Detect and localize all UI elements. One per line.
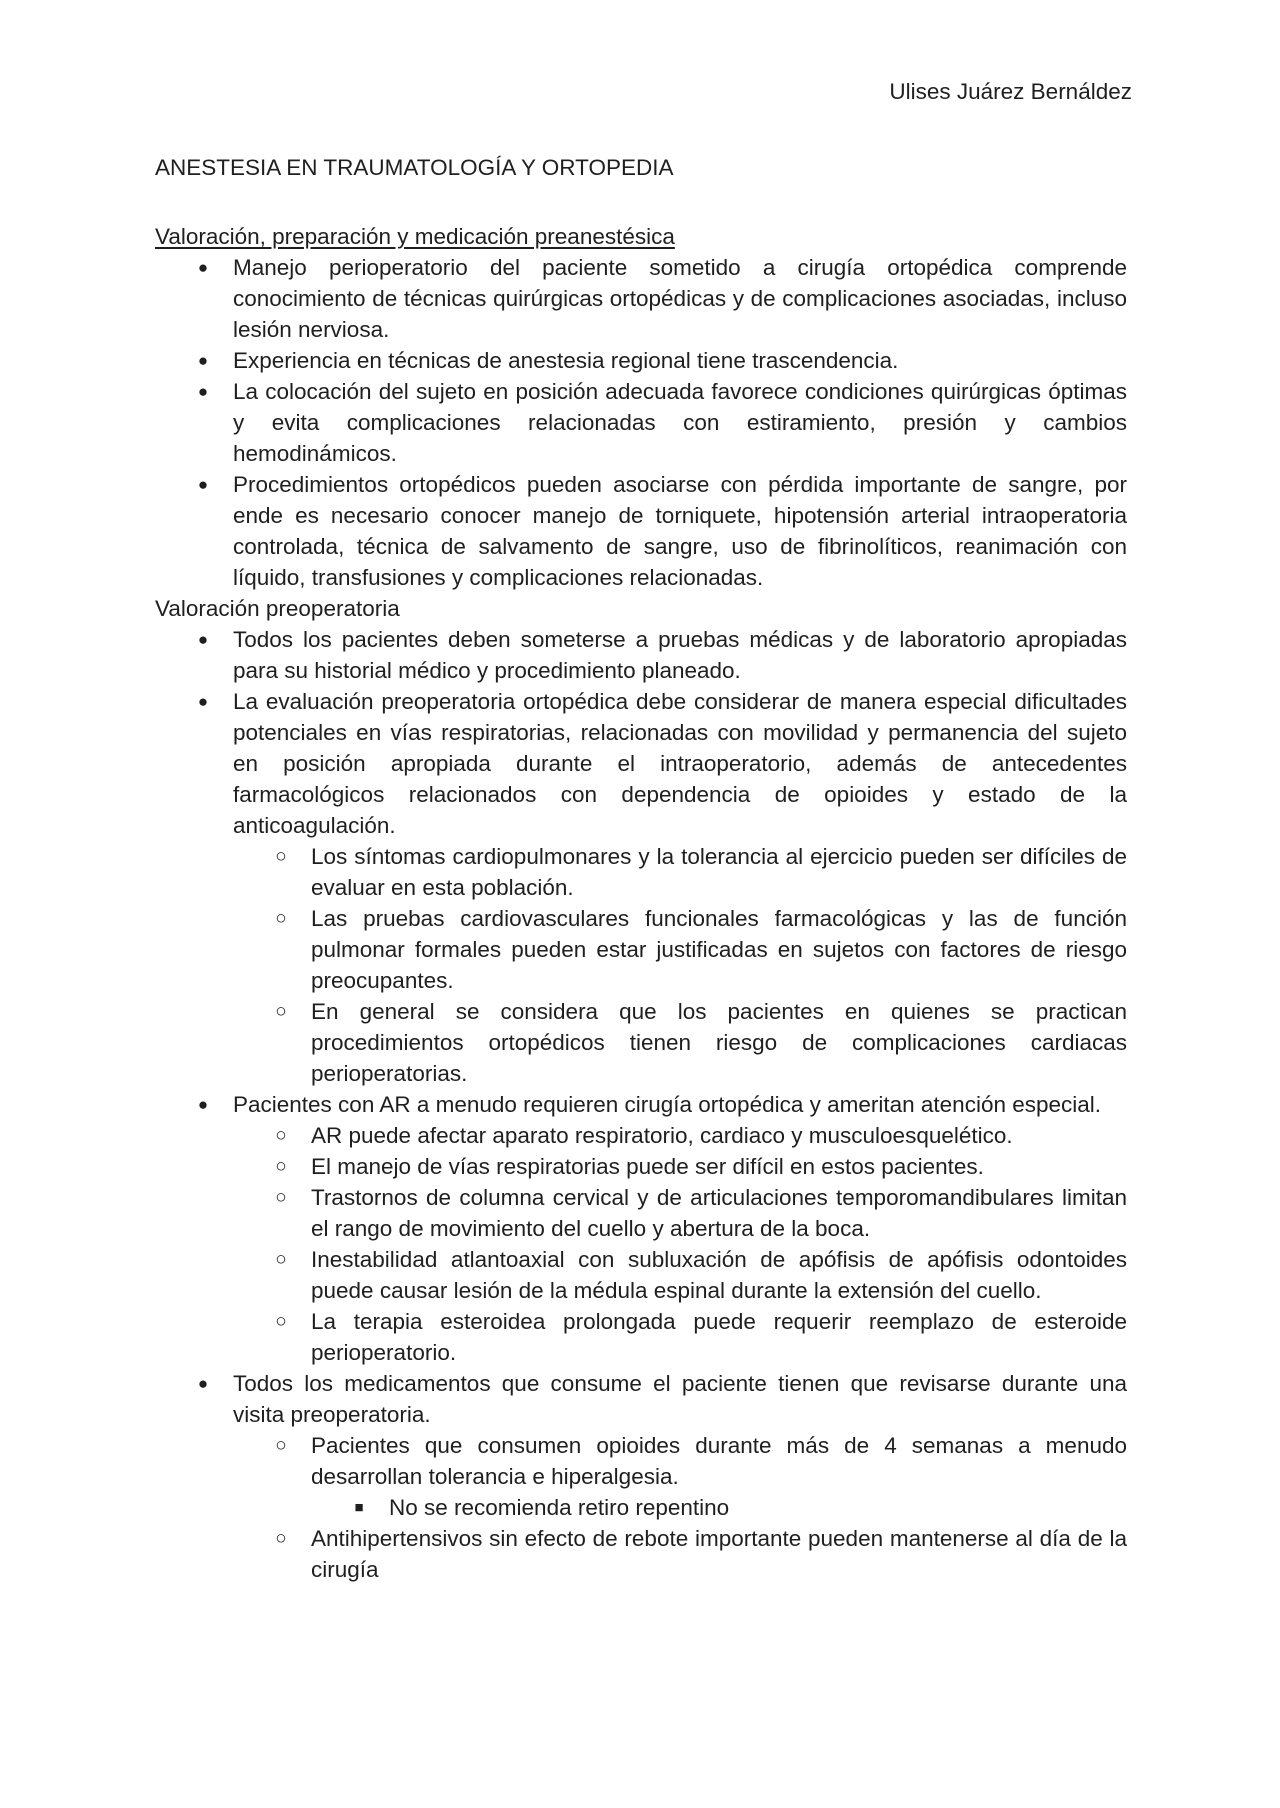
hollow-bullet-icon: ○ xyxy=(275,846,287,867)
hollow-bullet-icon: ○ xyxy=(275,1249,287,1270)
list-item-text: Todos los pacientes deben someterse a pruebas médicas y de laboratorio apropiadas para su historial médico y procedimiento planeado. xyxy=(233,627,1127,683)
sub-list-item-text: AR puede afectar aparato respiratorio, cardiaco y musculoesquelético. xyxy=(311,1123,1013,1148)
bullet-icon: ● xyxy=(197,1374,209,1393)
section-heading-preoperative: Valoración preoperatoria xyxy=(155,596,400,621)
sub-list-item xyxy=(233,996,1127,1089)
list-item-text: La evaluación preoperatoria ortopédica debe considerar de manera especial dificultades potenciales en vías respiratorias, relacionadas con movilidad y permanencia del sujeto en posición apropiada durante el intraoperatorio, además de antecedentes farmacológicos relacionados con dependencia de opioides y estado de la anticoagulación. xyxy=(233,689,1127,838)
hollow-bullet-icon: ○ xyxy=(275,1125,287,1146)
sub-list-item-text: El manejo de vías respiratorias puede ser difícil en estos pacientes. xyxy=(311,1154,984,1179)
sub-list-item xyxy=(233,903,1127,996)
sub-bullet-list xyxy=(233,1120,1127,1368)
list-item xyxy=(155,1368,1127,1585)
sub-sub-list-item xyxy=(311,1492,1127,1523)
sub-list-item xyxy=(233,1182,1127,1244)
section-heading-preanesthetic: Valoración, preparación y medicación preanestésica xyxy=(155,224,675,249)
sub-list-item xyxy=(233,1151,1127,1182)
sub-list-item xyxy=(233,1120,1127,1151)
list-item xyxy=(155,624,1127,686)
hollow-bullet-icon: ○ xyxy=(275,1311,287,1332)
sub-list-item-text: Inestabilidad atlantoaxial con subluxación de apófisis de apófisis odontoides puede causar lesión de la médula espinal durante la extensión del cuello. xyxy=(311,1247,1127,1303)
bullet-icon: ● xyxy=(197,692,209,711)
list-item xyxy=(155,469,1127,593)
author-name: Ulises Juárez Bernáldez xyxy=(889,79,1132,104)
sub-list-item-text: En general se considera que los pacientes en quienes se practican procedimientos ortopédicos tienen riesgo de complicaciones cardiacas perioperatorias. xyxy=(311,999,1127,1086)
bullet-icon: ● xyxy=(197,258,209,277)
list-item-text: Manejo perioperatorio del paciente sometido a cirugía ortopédica comprende conocimiento de técnicas quirúrgicas ortopédicas y de complicaciones asociadas, incluso lesión nerviosa. xyxy=(233,255,1127,342)
bullet-icon: ● xyxy=(197,382,209,401)
sub-list-item-text: Los síntomas cardiopulmonares y la tolerancia al ejercicio pueden ser difíciles de evaluar en esta población. xyxy=(311,844,1127,900)
document-body xyxy=(155,152,1127,1585)
sub-sub-bullet-list xyxy=(311,1492,1127,1523)
bullet-icon: ● xyxy=(197,351,209,370)
hollow-bullet-icon: ○ xyxy=(275,1187,287,1208)
list-item-text: Procedimientos ortopédicos pueden asociarse con pérdida importante de sangre, por ende es necesario conocer manejo de torniquete, hipotensión arterial intraoperatoria controlada, técnica de salvamento de sangre, uso de fibrinolíticos, reanimación con líquido, transfusiones y complicaciones relacionadas. xyxy=(233,472,1127,590)
sub-list-item xyxy=(233,1244,1127,1306)
list-item xyxy=(155,345,1127,376)
sub-list-item xyxy=(233,1523,1127,1585)
bullet-list xyxy=(155,624,1127,1585)
sub-bullet-list xyxy=(233,1430,1127,1585)
list-item xyxy=(155,686,1127,1089)
sub-list-item-text: La terapia esteroidea prolongada puede requerir reemplazo de esteroide perioperatorio. xyxy=(311,1309,1127,1365)
hollow-bullet-icon: ○ xyxy=(275,1528,287,1549)
square-bullet-icon: ■ xyxy=(354,1499,364,1516)
bullet-list xyxy=(155,252,1127,593)
sub-list-item-text: Trastornos de columna cervical y de articulaciones temporomandibulares limitan el rango de movimiento del cuello y abertura de la boca. xyxy=(311,1185,1127,1241)
hollow-bullet-icon: ○ xyxy=(275,908,287,929)
hollow-bullet-icon: ○ xyxy=(275,1435,287,1456)
list-item xyxy=(155,1089,1127,1368)
list-item-text: Experiencia en técnicas de anestesia regional tiene trascendencia. xyxy=(233,348,899,373)
hollow-bullet-icon: ○ xyxy=(275,1156,287,1177)
sub-list-item xyxy=(233,841,1127,903)
list-item-text: Todos los medicamentos que consume el paciente tienen que revisarse durante una visita preoperatoria. xyxy=(233,1371,1127,1427)
sub-list-item xyxy=(233,1306,1127,1368)
bullet-icon: ● xyxy=(197,475,209,494)
list-item-text: Pacientes con AR a menudo requieren cirugía ortopédica y ameritan atención especial. xyxy=(233,1092,1102,1117)
list-item xyxy=(155,252,1127,345)
sub-list-item-text: Las pruebas cardiovasculares funcionales farmacológicas y las de función pulmonar formales pueden estar justificadas en sujetos con factores de riesgo preocupantes. xyxy=(311,906,1127,993)
sub-sub-list-item-text: No se recomienda retiro repentino xyxy=(389,1495,730,1520)
sub-list-item xyxy=(233,1430,1127,1523)
bullet-icon: ● xyxy=(197,1095,209,1114)
hollow-bullet-icon: ○ xyxy=(275,1001,287,1022)
sub-list-item-text: Pacientes que consumen opioides durante más de 4 semanas a menudo desarrollan tolerancia e hiperalgesia. xyxy=(311,1433,1127,1489)
sub-list-item-text: Antihipertensivos sin efecto de rebote importante pueden mantenerse al día de la cirugía xyxy=(311,1526,1127,1582)
bullet-icon: ● xyxy=(197,630,209,649)
sub-bullet-list xyxy=(233,841,1127,1089)
list-item-text: La colocación del sujeto en posición adecuada favorece condiciones quirúrgicas óptimas y evita complicaciones relacionadas con estiramiento, presión y cambios hemodinámicos. xyxy=(233,379,1127,466)
document-title: ANESTESIA EN TRAUMATOLOGÍA Y ORTOPEDIA xyxy=(155,155,674,180)
list-item xyxy=(155,376,1127,469)
